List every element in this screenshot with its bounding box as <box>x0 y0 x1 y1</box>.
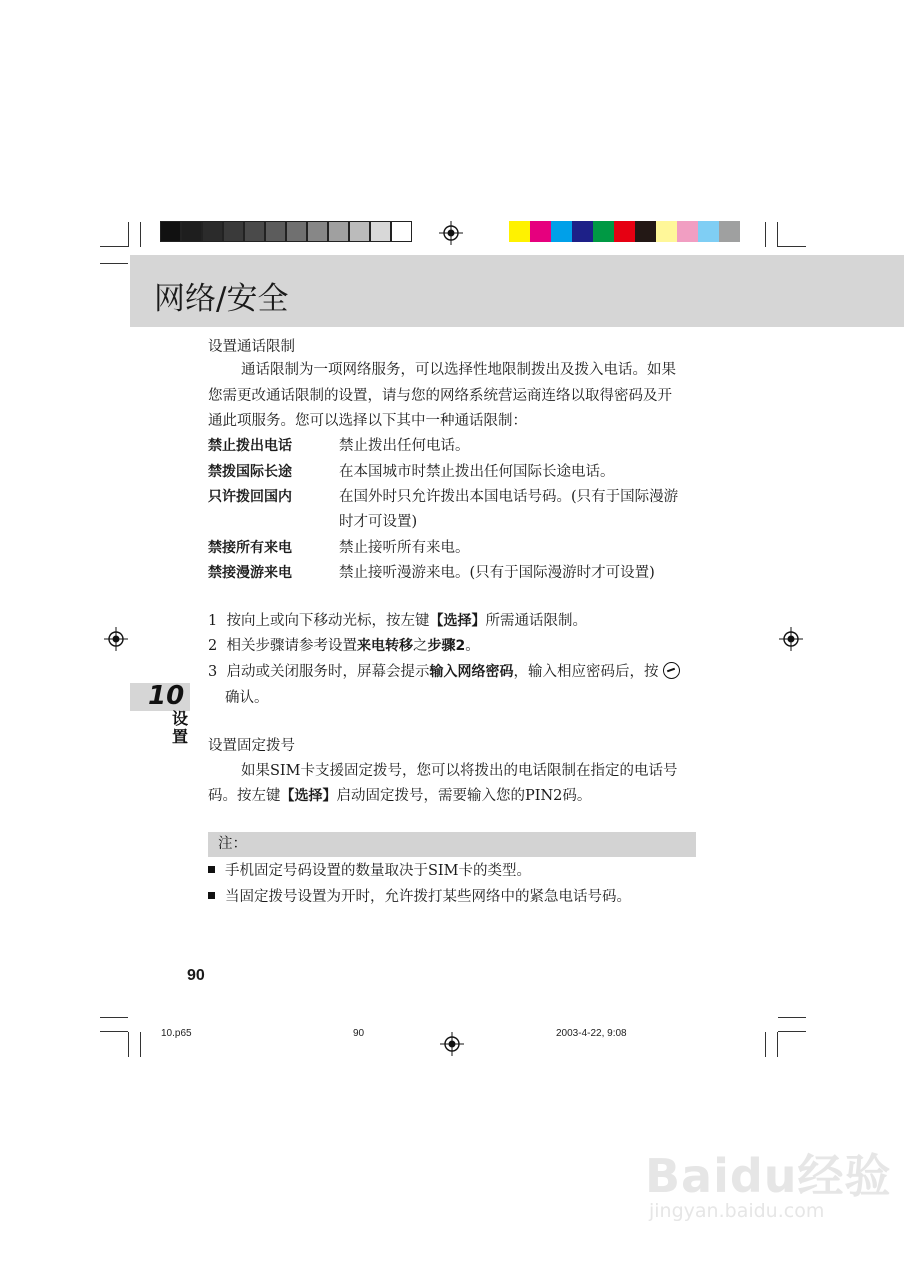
step-number: 2 <box>208 638 218 654</box>
step-emphasis: 【选择】 <box>429 613 486 629</box>
paragraph-text: 启动固定拨号，需要输入您的PIN2码。 <box>336 788 592 804</box>
crop-mark <box>128 222 129 247</box>
color-swatch <box>635 221 656 242</box>
paragraph-line <box>208 783 591 809</box>
watermark-logo: Baidu经验 <box>645 1149 892 1203</box>
note-bar <box>208 832 696 857</box>
option-term: 禁止拨出电话 <box>208 438 292 454</box>
crop-mark <box>100 246 128 247</box>
crop-mark <box>777 222 778 247</box>
note-item <box>208 884 631 910</box>
crop-mark <box>778 1017 806 1018</box>
step-text: 。 <box>465 638 480 654</box>
footer-page: 90 <box>353 1028 365 1039</box>
crop-mark <box>100 1031 128 1032</box>
paragraph-line: 通话限制为一项网络服务，可以选择性地限制拨出及拨入电话。如果 <box>241 362 676 378</box>
option-term: 只许拨回国内 <box>208 489 292 505</box>
step-emphasis: 输入网络密码 <box>429 664 514 680</box>
color-swatch <box>509 221 530 242</box>
color-swatch <box>530 221 551 242</box>
color-swatch <box>328 221 349 242</box>
color-swatch <box>572 221 593 242</box>
option-desc: 在国外时只允许拨出本国电话号码。(只有于国际漫游 <box>339 489 679 505</box>
registration-mark-icon <box>440 1032 464 1056</box>
crop-mark <box>765 1032 766 1057</box>
header-band <box>130 255 904 327</box>
option-term: 禁接漫游来电 <box>208 565 292 581</box>
section-heading: 设置固定拨号 <box>208 738 295 754</box>
registration-mark-icon <box>104 627 128 651</box>
note-text: 当固定拨号设置为开时，允许拨打某些网络中的紧急电话号码。 <box>225 889 631 905</box>
step-1 <box>208 608 587 634</box>
bullet-icon <box>208 866 215 873</box>
paragraph-line: 您需更改通话限制的设置，请与您的网络系统营运商连络以取得密码及开 <box>208 388 672 404</box>
color-swatch <box>307 221 328 242</box>
step-emphasis: 来电转移 <box>356 638 413 654</box>
color-swatch <box>656 221 677 242</box>
color-swatch <box>286 221 307 242</box>
step-3-continued: 确认。 <box>225 690 269 706</box>
step-text: 所需通话限制。 <box>485 613 587 629</box>
step-text: ，输入相应密码后，按 <box>513 664 659 680</box>
crop-mark <box>765 222 766 247</box>
step-emphasis: 步骤2 <box>427 638 466 654</box>
paragraph-line: 如果SIM卡支援固定拨号，您可以将拨出的电话限制在指定的电话号 <box>241 763 678 779</box>
crop-mark <box>128 1032 129 1057</box>
color-swatch <box>181 221 202 242</box>
option-desc: 禁止接听漫游来电。(只有于国际漫游时才可设置) <box>339 565 655 581</box>
note-item <box>208 858 531 884</box>
crop-mark <box>100 263 128 264</box>
page-title: 网络/安全 <box>154 281 289 317</box>
step-2 <box>208 633 480 659</box>
crop-mark <box>777 1032 778 1057</box>
color-calibration-strip <box>509 221 740 242</box>
crop-mark <box>778 1031 806 1032</box>
step-text: 之 <box>412 638 428 654</box>
chapter-number: 10 <box>148 681 185 711</box>
option-desc: 在本国城市时禁止拨出任何国际长途电话。 <box>339 464 615 480</box>
note-text: 手机固定号码设置的数量取决于SIM卡的类型。 <box>225 863 532 879</box>
crop-mark <box>140 1032 141 1057</box>
color-swatch <box>391 221 412 242</box>
color-swatch <box>160 221 181 242</box>
crop-mark <box>100 1017 128 1018</box>
color-swatch <box>223 221 244 242</box>
footer-file: 10.p65 <box>161 1028 192 1039</box>
crop-mark <box>140 222 141 247</box>
registration-mark-icon <box>439 221 463 245</box>
color-swatch <box>244 221 265 242</box>
option-term: 禁拨国际长途 <box>208 464 292 480</box>
color-swatch <box>614 221 635 242</box>
color-swatch <box>719 221 740 242</box>
page-number: 90 <box>187 967 205 984</box>
color-swatch <box>265 221 286 242</box>
option-desc: 禁止拨出任何电话。 <box>339 438 470 454</box>
step-text: 启动或关闭服务时，屏幕会提示 <box>226 664 430 680</box>
step-number: 3 <box>208 664 218 680</box>
color-swatch <box>349 221 370 242</box>
paragraph-line: 通此项服务。您可以选择以下其中一种通话限制： <box>208 413 527 429</box>
step-text: 相关步骤请参考设置 <box>226 638 357 654</box>
color-swatch <box>677 221 698 242</box>
paragraph-text: 码。按左键 <box>208 788 281 804</box>
watermark-url: jingyan.baidu.com <box>649 1200 825 1222</box>
color-swatch <box>202 221 223 242</box>
chapter-tab <box>130 683 190 711</box>
color-swatch <box>551 221 572 242</box>
bullet-icon <box>208 892 215 899</box>
step-text: 按向上或向下移动光标，按左键 <box>226 613 430 629</box>
color-swatch <box>698 221 719 242</box>
option-term: 禁接所有来电 <box>208 540 292 556</box>
crop-mark <box>778 246 806 247</box>
grayscale-calibration-strip <box>160 221 412 242</box>
option-desc: 时才可设置) <box>339 514 418 530</box>
color-swatch <box>593 221 614 242</box>
option-desc: 禁止接听所有来电。 <box>339 540 470 556</box>
ok-key-icon <box>663 662 680 679</box>
registration-mark-icon <box>779 627 803 651</box>
baidu-watermark <box>645 1140 892 1222</box>
step-number: 1 <box>208 613 218 629</box>
section-heading: 设置通话限制 <box>208 339 295 355</box>
chapter-label: 设置 <box>171 709 188 746</box>
color-swatch <box>370 221 391 242</box>
footer-datetime: 2003-4-22, 9:08 <box>556 1028 627 1039</box>
paragraph-emphasis: 【选择】 <box>280 788 337 804</box>
note-label: 注： <box>218 836 247 852</box>
step-3 <box>208 659 680 685</box>
